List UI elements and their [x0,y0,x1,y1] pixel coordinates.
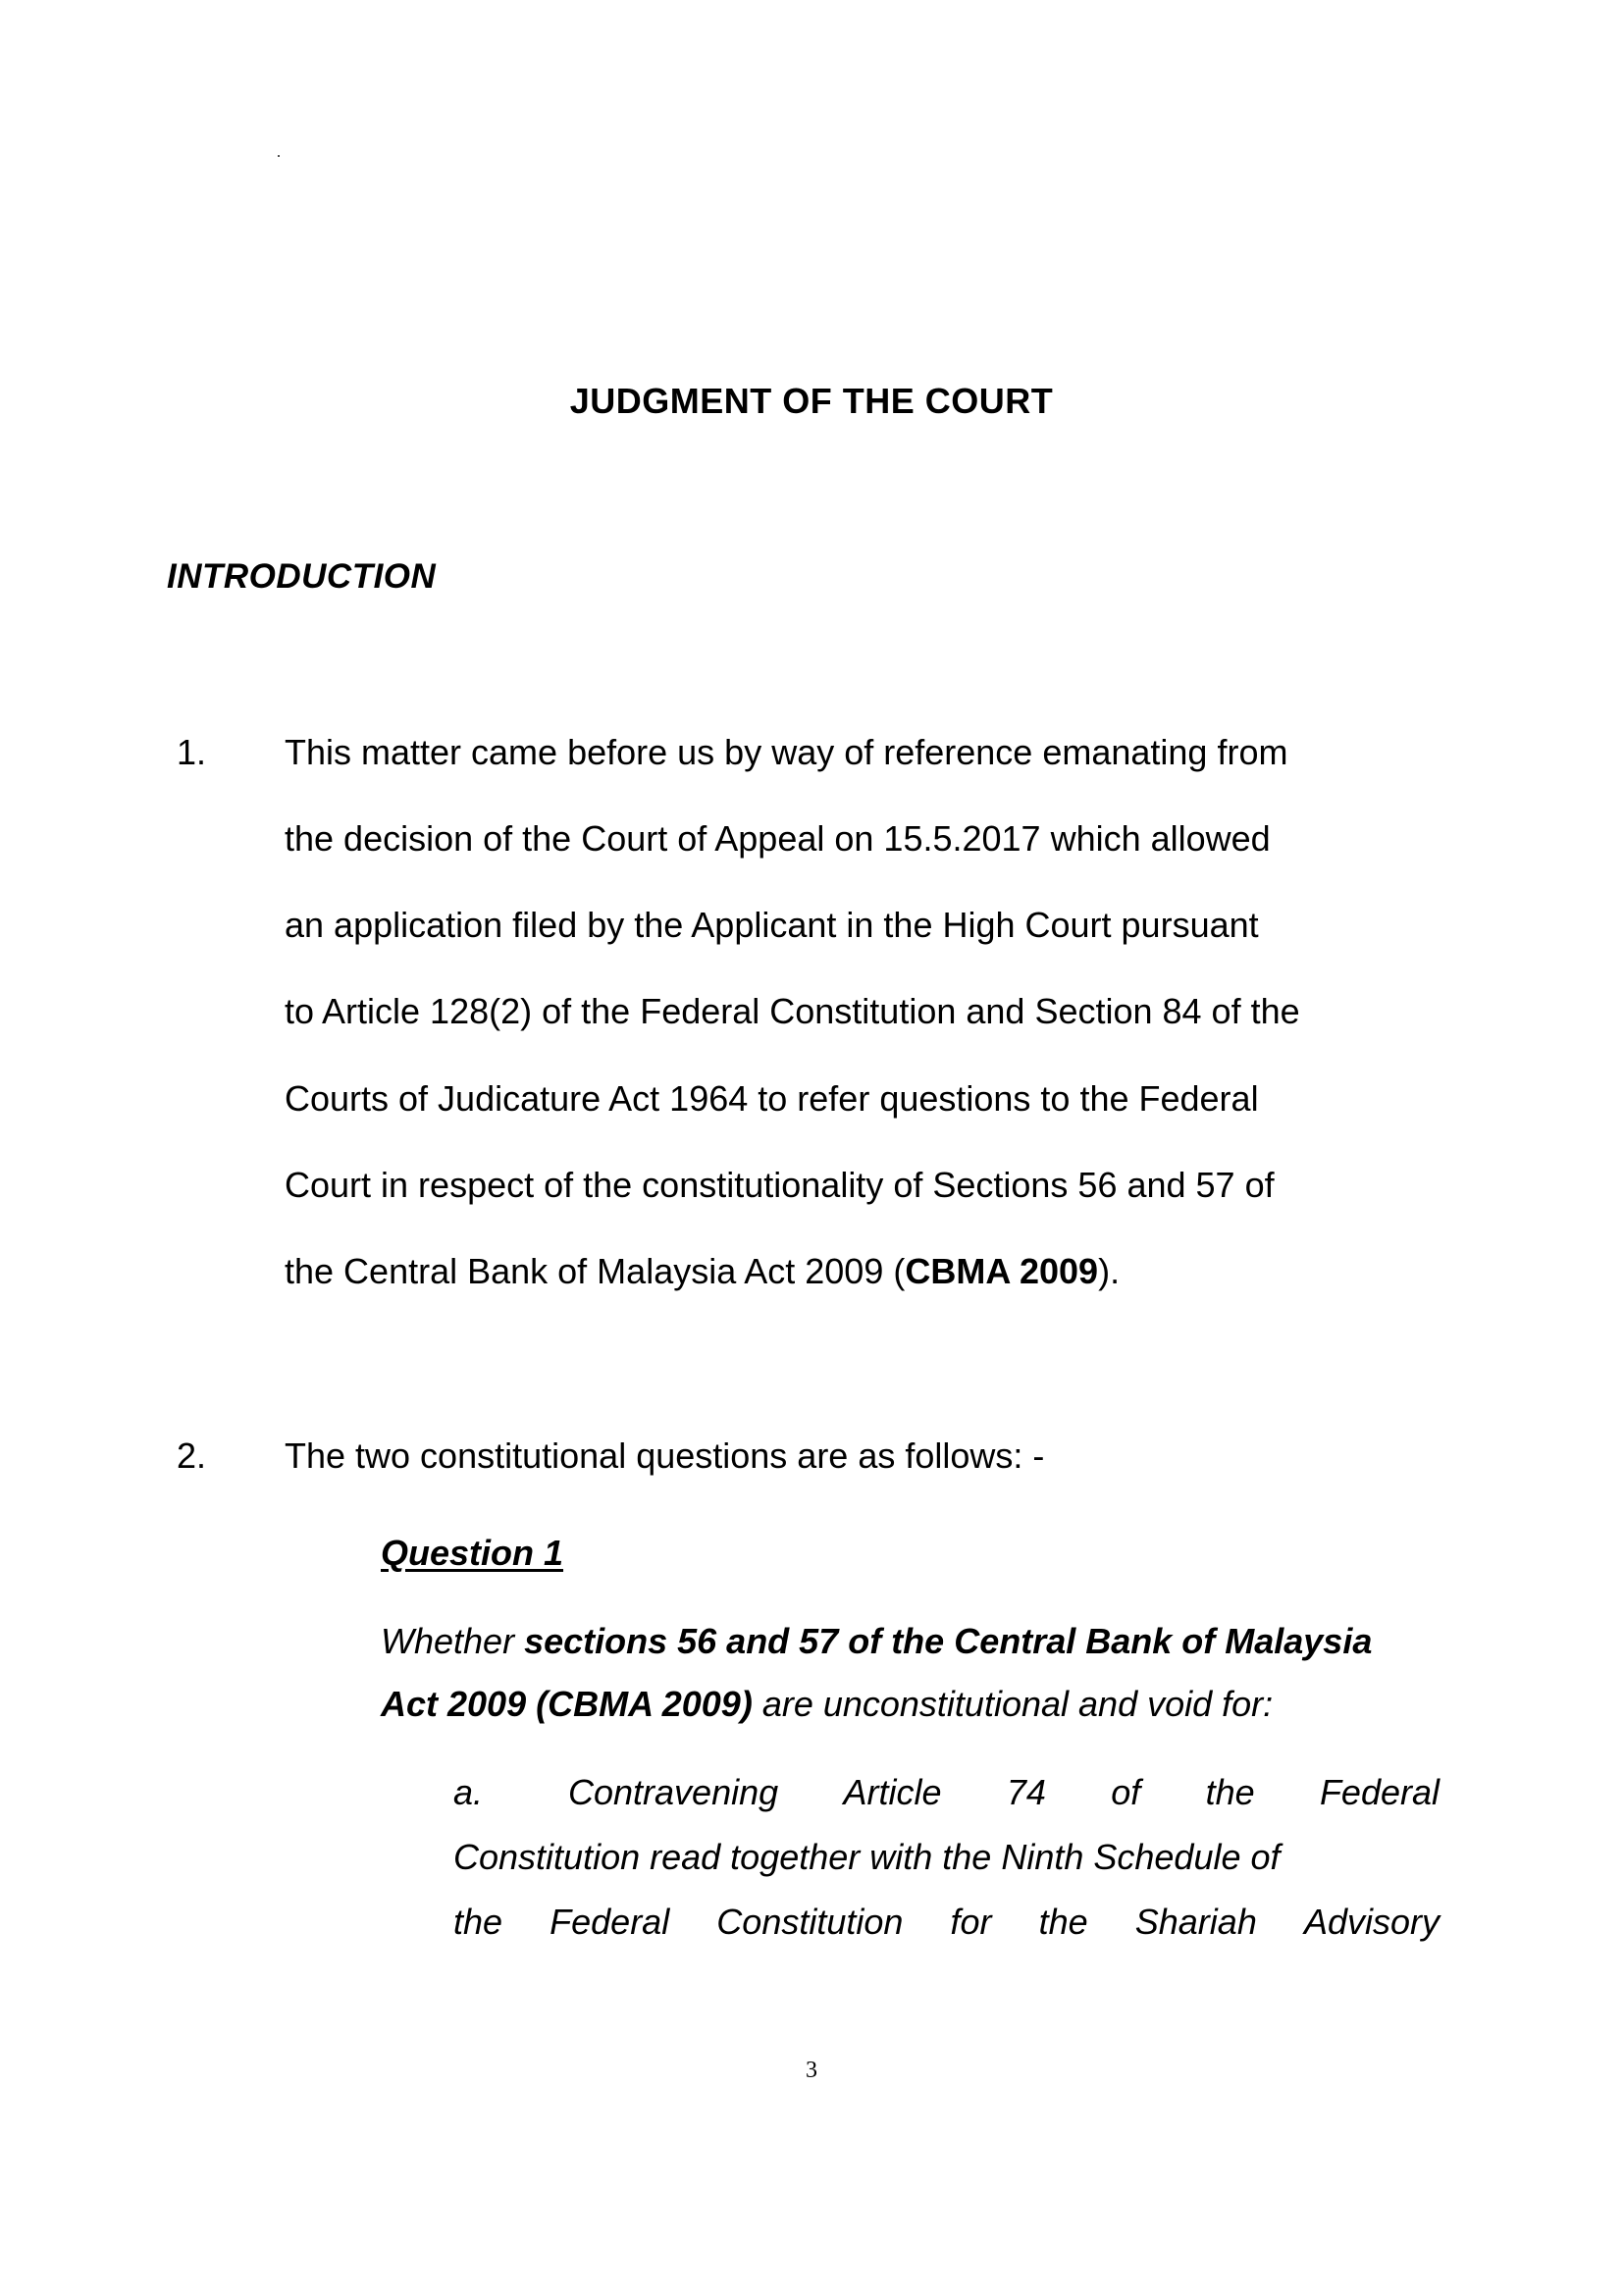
word: Constitution [716,1902,904,1942]
word: the [1205,1772,1255,1812]
question-line [381,1621,1372,1662]
paragraph-number: 2. [177,1435,207,1476]
list-item-line [453,1902,1440,1943]
question-text-bold: sections 56 and 57 of the Central Bank of Malaysia [524,1621,1373,1661]
paragraph-line: Courts of Judicature Act 1964 to refer questions to the Federal [285,1078,1259,1119]
word: Advisory [1303,1902,1440,1942]
word: the [1038,1902,1088,1942]
word: Federal [550,1902,670,1942]
page-number: 3 [806,2058,817,2083]
word: Shariah [1134,1902,1257,1942]
question-text: Whether [381,1621,525,1661]
paragraph-line: an application filed by the Applicant in the High Court pursuant [285,905,1259,945]
paragraph-line: to Article 128(2) of the Federal Constitution and Section 84 of the [285,991,1300,1031]
paragraph-number: 1. [177,732,207,772]
paragraph-text-closing: ). [1098,1251,1121,1291]
question-heading: Question 1 [381,1533,564,1573]
paragraph-line: The two constitutional questions are as follows: - [285,1435,1045,1476]
paragraph-line: This matter came before us by way of reference emanating from [285,732,1288,772]
question-text-bold: Act 2009 (CBMA 2009) [381,1684,753,1724]
section-heading: INTRODUCTION [167,557,437,596]
word: for [950,1902,992,1942]
scan-speck [278,155,280,157]
word: Contravening [568,1772,779,1812]
word: Article [843,1772,942,1812]
paragraph-line: the decision of the Court of Appeal on 15.5.2017 which allowed [285,818,1271,859]
list-item-line [568,1772,1440,1813]
paragraph-text: the Central Bank of Malaysia Act 2009 ( [285,1251,906,1291]
document-title: JUDGMENT OF THE COURT [569,381,1054,421]
word: 74 [1006,1772,1046,1812]
paragraph-line: Court in respect of the constitutionality of Sections 56 and 57 of [285,1165,1275,1205]
question-text: are unconstitutional and void for: [752,1684,1274,1724]
word: the [453,1902,503,1942]
word: Federal [1319,1772,1440,1812]
list-item-line: Constitution read together with the Ninth Schedule of [453,1837,1281,1877]
word: of [1111,1772,1141,1812]
list-item-label: a. [453,1772,484,1812]
paragraph-line-last [285,1251,1120,1292]
question-line [381,1684,1273,1725]
defined-term: CBMA 2009 [905,1251,1099,1291]
